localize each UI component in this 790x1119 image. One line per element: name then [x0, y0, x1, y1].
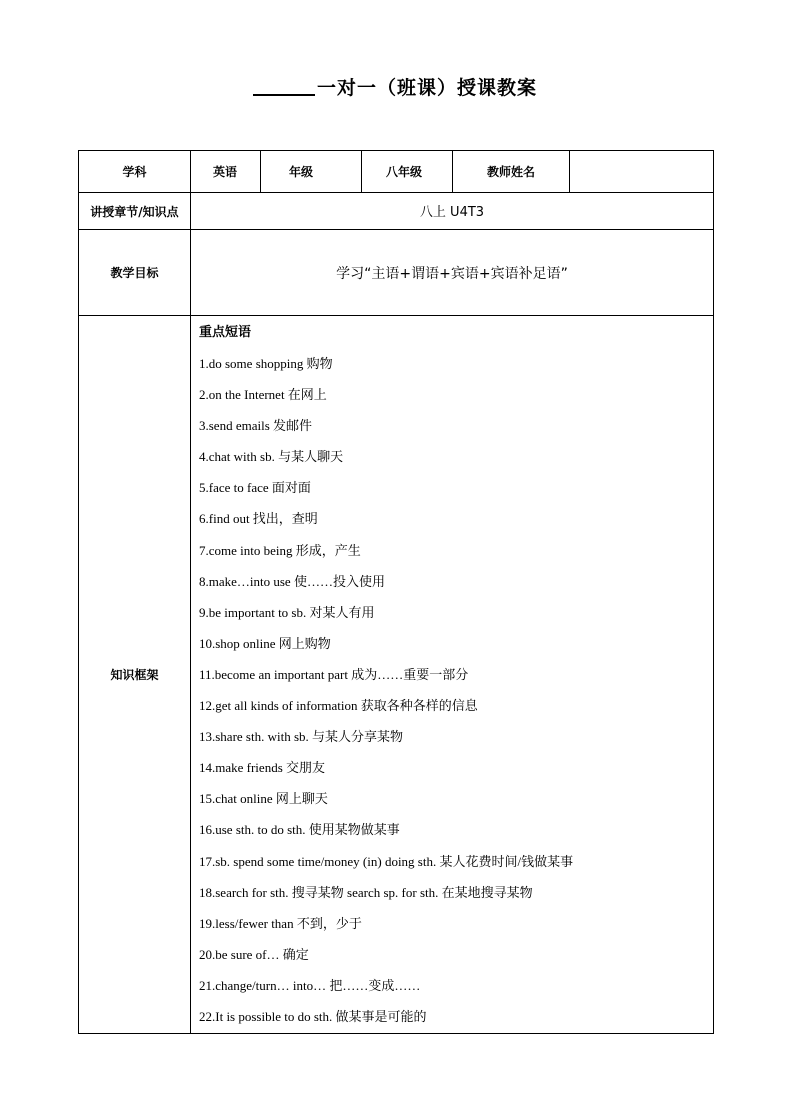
- teacher-value: [570, 151, 714, 193]
- chapter-row: [79, 193, 714, 230]
- phrase-list: [199, 348, 713, 1032]
- goal-value: 学习“主语+谓语+宾语+宾语补足语”: [191, 230, 714, 316]
- phrase-item: 12.get all kinds of information 获取各种各样的信息: [199, 698, 478, 714]
- phrase-item: 14.make friends 交朋友: [199, 760, 326, 776]
- phrase-item: 6.find out 找出，查明: [199, 511, 318, 527]
- phrase-item: 20.be sure of… 确定: [199, 946, 309, 962]
- phrase-item: 21.change/turn… into… 把……变成……: [199, 977, 421, 993]
- goal-label: 教学目标: [79, 230, 191, 316]
- phrase-item: 18.search for sth. 搜寻某物 search sp. for sth. 在某地搜寻某物: [199, 884, 533, 900]
- phrase-item: 13.share sth. with sb. 与某人分享某物: [199, 729, 404, 745]
- framework-row: [79, 316, 714, 1034]
- framework-label: 知识框架: [79, 316, 191, 1034]
- header-row: [79, 151, 714, 193]
- subject-label: 学科: [79, 151, 191, 193]
- chapter-label: 讲授章节/知识点: [79, 193, 191, 230]
- phrase-item: 16.use sth. to do sth. 使用某物做某事: [199, 822, 400, 838]
- title-text: 一对一（班课）授课教案: [316, 77, 537, 99]
- title-blank-line: [253, 76, 315, 96]
- phrase-item: 1.do some shopping 购物: [199, 356, 333, 371]
- phrase-item: 2.on the Internet 在网上: [199, 387, 327, 403]
- teacher-label: 教师姓名: [453, 151, 570, 193]
- phrase-item: 8.make…into use 使……投入使用: [199, 573, 385, 589]
- phrase-item: 5.face to face 面对面: [199, 480, 311, 496]
- page-title: [0, 73, 790, 100]
- phrase-item: 17.sb. spend some time/money (in) doing sth. 某人花费时间/钱做某事: [199, 853, 574, 869]
- phrase-item: 7.come into being 形成，产生: [199, 542, 361, 558]
- lesson-plan-table: [78, 150, 714, 1034]
- chapter-value: 八上 U4T3: [191, 193, 714, 230]
- phrase-item: 22.It is possible to do sth. 做某事是可能的: [199, 1008, 427, 1024]
- subject-value: 英语: [191, 151, 261, 193]
- phrase-item: 3.send emails 发邮件: [199, 418, 313, 434]
- phrase-item: 11.become an important part 成为……重要一部分: [199, 666, 469, 682]
- phrase-item: 9.be important to sb. 对某人有用: [199, 604, 375, 620]
- goal-row: [79, 230, 714, 316]
- phrase-item: 19.less/fewer than 不到，少于: [199, 915, 362, 931]
- phrase-item: 4.chat with sb. 与某人聊天: [199, 449, 344, 465]
- phrase-item: 10.shop online 网上购物: [199, 635, 331, 651]
- framework-content: [191, 316, 714, 1034]
- key-phrases-heading: 重点短语: [199, 325, 252, 340]
- phrase-item: 15.chat online 网上聊天: [199, 791, 328, 807]
- grade-label: 年级: [261, 151, 362, 193]
- grade-value: 八年级: [362, 151, 453, 193]
